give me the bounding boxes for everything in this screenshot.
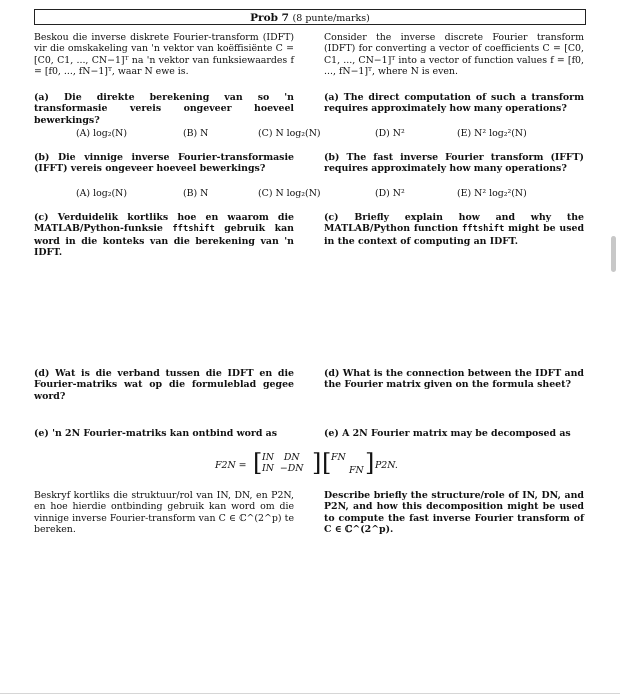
part-c-en-code: fftshift: [461, 224, 505, 235]
page-bottom-divider: [0, 693, 620, 694]
problem-title: Prob 7: [250, 12, 289, 24]
right-bracket-1: ]: [312, 449, 322, 477]
part-e-af-head-text: (e) 'n 2N Fourier-matriks kan ontbind word as: [34, 428, 278, 439]
part-a-en-text: (a) The direct computation of such a transform requires approximately how many operations?: [324, 92, 584, 115]
right-bracket-2: ]: [365, 449, 375, 477]
left-bracket-1: [: [253, 449, 263, 477]
fourier-block-1: FN: [331, 452, 346, 463]
matrix-decomposition: [193, 446, 433, 486]
part-b-option-b[interactable]: (B) N: [183, 188, 209, 199]
part-a-option-d[interactable]: (D) N²: [375, 128, 405, 139]
part-b-option-e[interactable]: (E) N² log₂²(N): [457, 188, 527, 199]
part-c-en-pre: (c) Briefly explain how and why the MATLAB/Python function: [324, 212, 584, 235]
part-e-en-head-text: (e) A 2N Fourier matrix may be decomposed as: [324, 428, 571, 439]
part-b-af-text: (b) Die vinnige inverse Fourier-transformasie (IFFT) vereis ongeveer hoeveel bewerkings?: [34, 152, 294, 175]
block-matrix: [259, 452, 307, 474]
problem-marks: (8 punte/marks): [292, 13, 370, 24]
part-a-af: [34, 92, 294, 126]
part-e-en-body-text: Describe briefly the structure/role of IN, DN, and P2N, and how this decomposition might be used to compute the fast inverse Fourier transform of C ∈ ℂ^(2^p).: [324, 490, 584, 535]
part-d-en: [324, 368, 584, 391]
part-c-af: [34, 212, 294, 258]
part-c-en-text: [324, 212, 584, 247]
part-b-option-a[interactable]: (A) log₂(N): [76, 188, 127, 199]
part-e-en-body: [324, 490, 584, 535]
permutation-matrix: P2N.: [375, 460, 398, 471]
part-e-af-head: [34, 428, 294, 439]
part-e-af-body-text: Beskryf kortliks die struktuur/rol van IN, DN, en P2N, en hoe hierdie ontbinding gebruik kan word om die vinnige inverse Fourier-transform van C ∈ ℂ^(2^p) te bereken.: [34, 490, 294, 535]
part-a-en: [324, 92, 584, 115]
matrix-entry-21: IN: [262, 463, 274, 474]
part-b-option-d[interactable]: (D) N²: [375, 188, 405, 199]
part-a-option-a[interactable]: (A) log₂(N): [76, 128, 127, 139]
matrix-entry-12: DN: [283, 452, 300, 463]
matrix-entry-11: IN: [262, 452, 274, 463]
part-d-af-text: (d) Wat is die verband tussen die IDFT en die Fourier-matriks wat op die formuleblad gegee word?: [34, 368, 294, 402]
part-c-en: [324, 212, 584, 247]
intro-af-text: Beskou die inverse diskrete Fourier-transform (IDFT) vir die omskakeling van 'n vektor van koëffisiënte C = [C0, C1, ..., CN−1]ᵀ na 'n vektor van funksiewaardes f = [f0, ..., fN−1]ᵀ, waar N ewe is.: [34, 32, 294, 77]
part-a-option-e[interactable]: (E) N² log₂²(N): [457, 128, 527, 139]
part-c-af-text: [34, 212, 294, 258]
part-d-af: [34, 368, 294, 402]
matrix-entry-22: −DN: [279, 463, 304, 474]
problem-header: [34, 9, 586, 25]
part-b-en-text: (b) The fast inverse Fourier transform (IFFT) requires approximately how many operations?: [324, 152, 584, 175]
part-a-option-c[interactable]: (C) N log₂(N): [258, 128, 321, 139]
part-c-af-post: gebruik kan word in die konteks van die berekening van 'n IDFT.: [34, 223, 294, 258]
intro-en-text: Consider the inverse discrete Fourier transform (IDFT) for converting a vector of coefficients C = [C0, C1, ..., CN−1]ᵀ into a vector of function values f = [f0, ..., fN−1]ᵀ, where N is even.: [324, 32, 584, 77]
part-a-option-b[interactable]: (B) N: [183, 128, 209, 139]
fourier-block-2: FN: [349, 465, 364, 476]
part-e-en-head: [324, 428, 584, 439]
part-c-en-post: might be used in the context of computing an IDFT.: [324, 223, 585, 247]
part-d-en-text: (d) What is the connection between the IDFT and the Fourier matrix given on the formula sheet?: [324, 368, 584, 391]
scrollbar-thumb[interactable]: [611, 236, 616, 272]
part-e-af-body: [34, 490, 294, 535]
matrix-lhs: F2N =: [215, 460, 247, 471]
intro-af: [34, 32, 294, 77]
intro-en: [324, 32, 584, 77]
left-bracket-2: [: [322, 449, 332, 477]
part-b-option-c[interactable]: (C) N log₂(N): [258, 188, 321, 199]
part-c-af-pre: (c) Verduidelik kortliks hoe en waarom die MATLAB/Python-funksie: [34, 212, 294, 235]
part-b-en: [324, 152, 584, 175]
part-b-af: [34, 152, 294, 175]
part-a-af-text: (a) Die direkte berekening van so 'n transformasie vereis ongeveer hoeveel bewerkings?: [34, 92, 294, 126]
part-c-af-code: fftshift: [172, 224, 215, 235]
